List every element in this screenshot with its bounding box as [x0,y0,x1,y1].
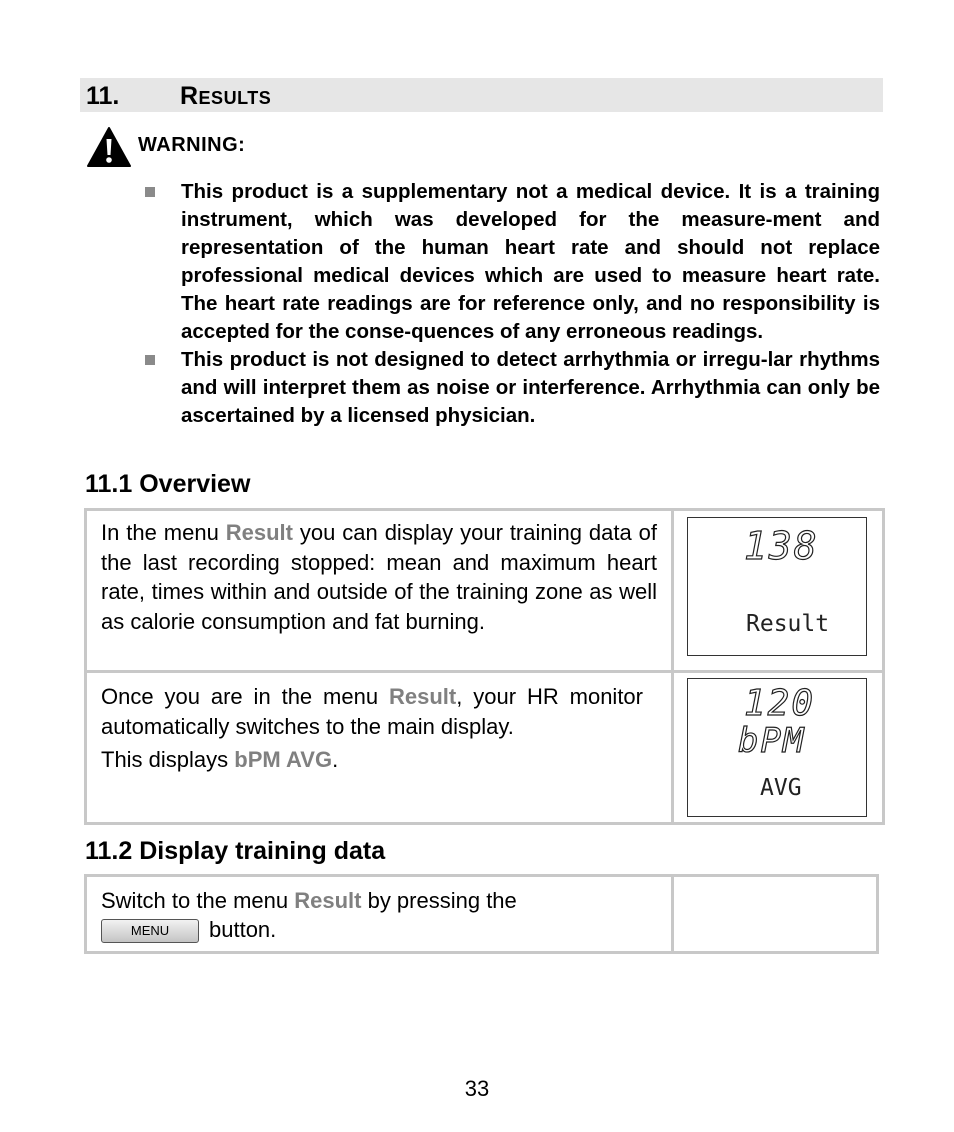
display-training-table [84,874,879,954]
table-cell [86,876,673,953]
display-keyword: bPM AVG [234,747,333,772]
text-run: button. [209,916,277,942]
chapter-title: Results [180,82,272,110]
section-heading-display-training: 11.2 Display training data [85,837,386,865]
text-run: In the menu [101,520,226,545]
lcd-display-avg [687,678,867,817]
menu-keyword: Result [225,520,293,545]
table-cell [673,510,884,672]
text-run: , your HR monitor automatically switches to the main display. [101,684,643,739]
list-item [140,178,880,346]
menu-keyword: Result [389,684,457,709]
section-heading-overview: 11.1 Overview [85,470,251,498]
bullet-square-icon [145,355,155,365]
lcd-label: AVG [760,775,802,801]
lcd-display-result [687,517,867,656]
warning-label: WARNING: [138,134,246,156]
lcd-label: Result [746,611,830,637]
bullet-square-icon [145,187,155,197]
menu-keyword: Result [294,888,362,913]
text-run: you can display your training data of the last recording stopped: mean and maximum heart rate, times within and outside of the training zone as well as calorie consumption and fat burning. [101,520,657,634]
chapter-number: 11. [86,82,120,110]
text-run: Once you are in the menu [101,684,389,709]
lcd-digits: 120 [744,683,816,724]
chapter-heading [80,78,883,112]
page-number: 33 [464,1076,490,1101]
lcd-unit: bPM [738,721,806,761]
overview-text-1 [87,511,671,636]
text-run: This displays [101,747,235,772]
display-training-text-2 [87,916,671,943]
lcd-digits: 138 [744,524,819,568]
warning-item-text: This product is not designed to detect arrhythmia or irregu-lar rhythms and will interpret them as noise or interference. Arrhythmia can only be ascertained by a licensed physician. [181,348,880,427]
warning-item-text: This product is a supplementary not a medical device. It is a training instrument, which was developed for the measure-ment and representation of the human heart rate and should not replace professional medical devices which are used to measure heart rate. The heart rate readings are for reference only, and no responsibility is accepted for the conse-quences of any erroneous readings. [181,180,880,343]
warning-icon [86,126,132,168]
text-run: by pressing the [361,888,517,913]
table-cell [673,876,878,953]
table-cell [86,510,673,672]
overview-table [84,508,885,825]
overview-text-2 [87,673,671,741]
table-cell [86,672,673,824]
text-run: Switch to the menu [101,888,295,913]
warning-list [140,178,880,430]
list-item [140,346,880,430]
display-training-text [87,877,671,916]
text-run: . [332,747,339,772]
overview-text-3 [87,741,671,775]
table-cell [673,672,884,824]
menu-button-icon: MENU [101,919,199,943]
